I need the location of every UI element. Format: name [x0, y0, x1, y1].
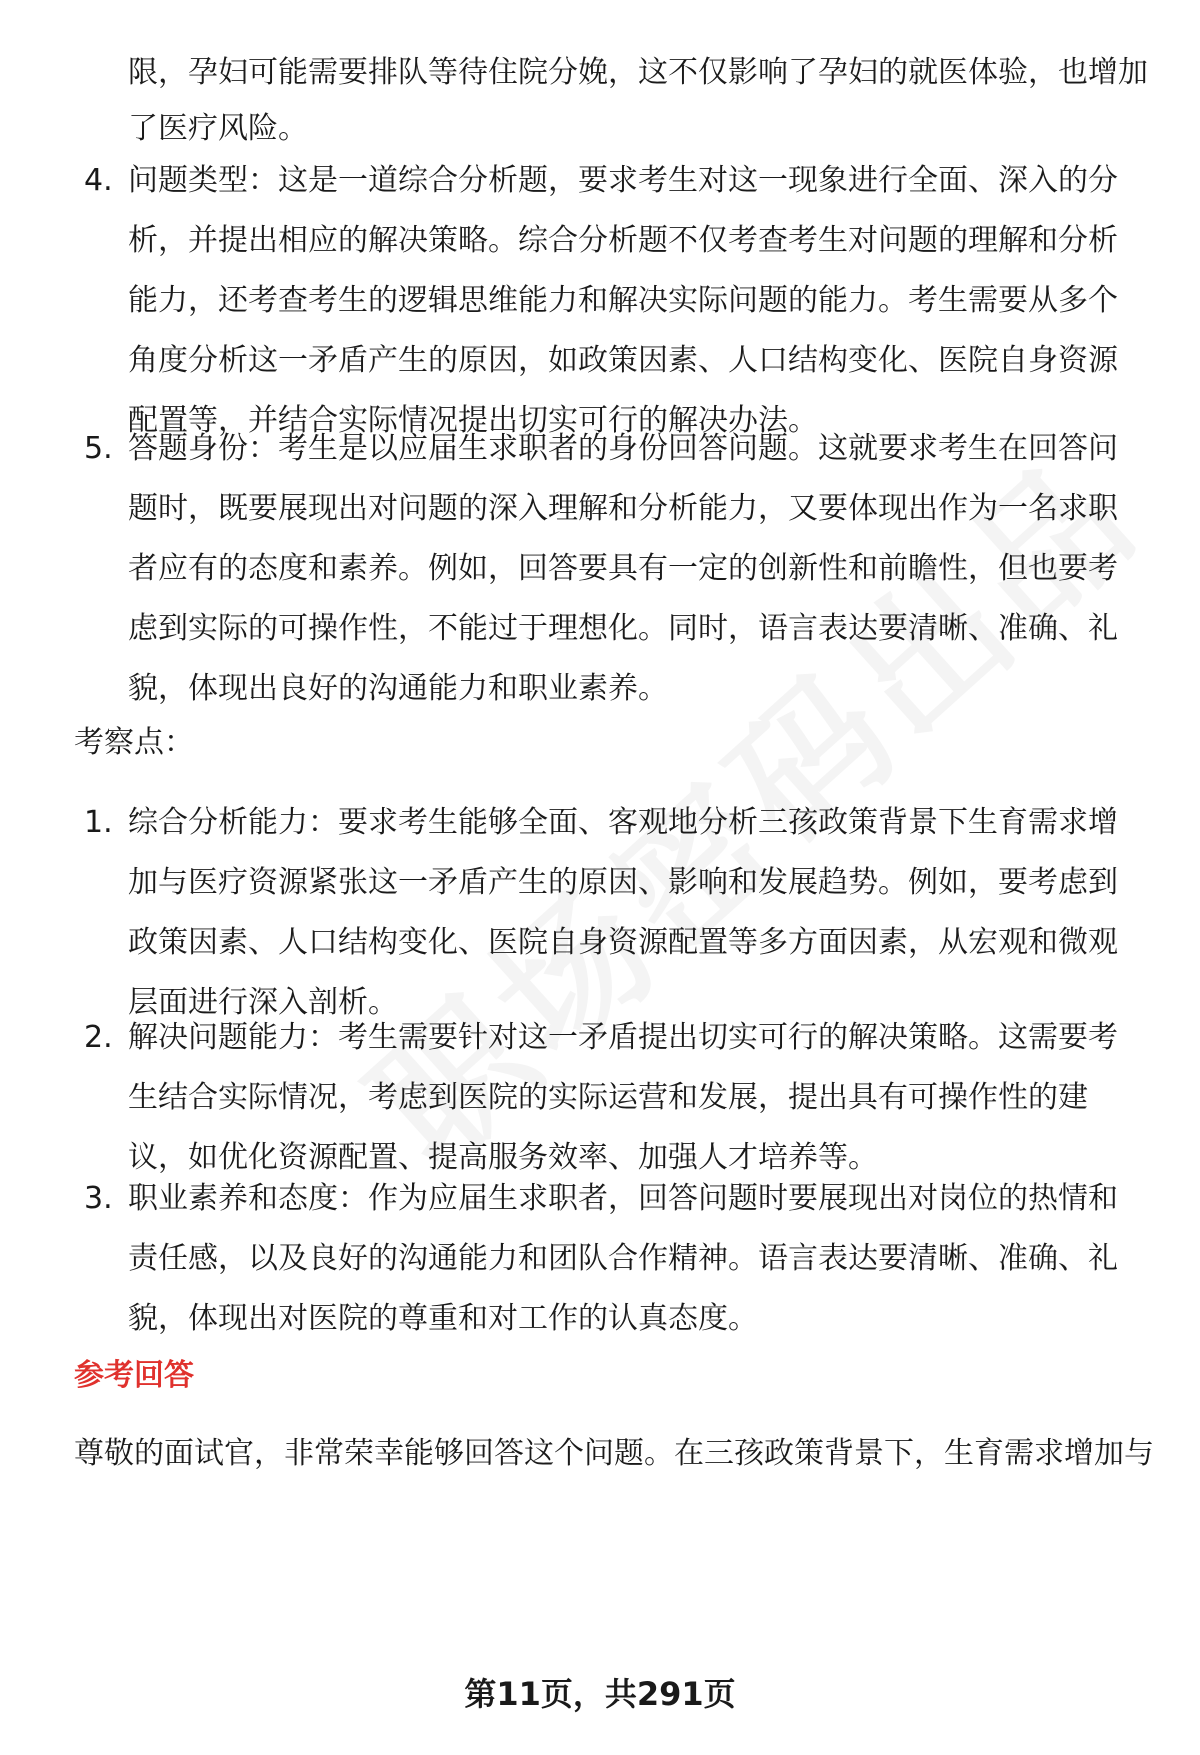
list-item-text: 答题身份：考生是以应届生求职者的身份回答问题。这就要求考生在回答问题时，既要展现出对问题的深入理解和分析能力，又要体现出作为一名求职者应有的态度和素养。例如，回答要具有一定的创新性和前瞻性，但也要考虑到实际的可操作性，不能过于理想化。同时，语言表达要清晰、准确、礼貌，体现出良好的沟通能力和职业素养。 [128, 431, 1118, 706]
list-item-number: 4. [84, 163, 113, 198]
list-item-number: 2. [84, 1020, 113, 1055]
list-item-number: 1. [84, 805, 113, 840]
list-item-number: 3. [84, 1181, 113, 1216]
list-item-text: 职业素养和态度：作为应届生求职者，回答问题时要展现出对岗位的热情和责任感，以及良好的沟通能力和团队合作精神。语言表达要清晰、准确、礼貌，体现出对医院的尊重和对工作的认真态度。 [128, 1181, 1118, 1336]
examination-points-label: 考察点： [74, 725, 194, 760]
continuation-line-2: 了医疗风险。 [128, 111, 308, 146]
list-item-text: 解决问题能力：考生需要针对这一矛盾提出切实可行的解决策略。这需要考生结合实际情况，考虑到医院的实际运营和发展，提出具有可操作性的建议，如优化资源配置、提高服务效率、加强人才培养等。 [128, 1020, 1118, 1175]
continuation-line-1: 限，孕妇可能需要排队等待住院分娩，这不仅影响了孕妇的就医体验，也增加 [128, 55, 1148, 90]
reference-answer-text: 尊敬的面试官，非常荣幸能够回答这个问题。在三孩政策背景下，生育需求增加与 [74, 1436, 1154, 1471]
list-item-text: 问题类型：这是一道综合分析题，要求考生对这一现象进行全面、深入的分析，并提出相应的解决策略。综合分析题不仅考查考生对问题的理解和分析能力，还考查考生的逻辑思维能力和解决实际问题的能力。考生需要从多个角度分析这一矛盾产生的原因，如政策因素、人口结构变化、医院自身资源配置等，并结合实际情况提出切实可行的解决办法。 [128, 163, 1118, 438]
list-item-text: 综合分析能力：要求考生能够全面、客观地分析三孩政策背景下生育需求增加与医疗资源紧张这一矛盾产生的原因、影响和发展趋势。例如，要考虑到政策因素、人口结构变化、医院自身资源配置等多方面因素，从宏观和微观层面进行深入剖析。 [128, 805, 1118, 1020]
list-item-number: 5. [84, 431, 113, 466]
reference-answer-heading: 参考回答 [74, 1358, 194, 1393]
page-number-footer: 第11页，共291页 [464, 1675, 736, 1713]
